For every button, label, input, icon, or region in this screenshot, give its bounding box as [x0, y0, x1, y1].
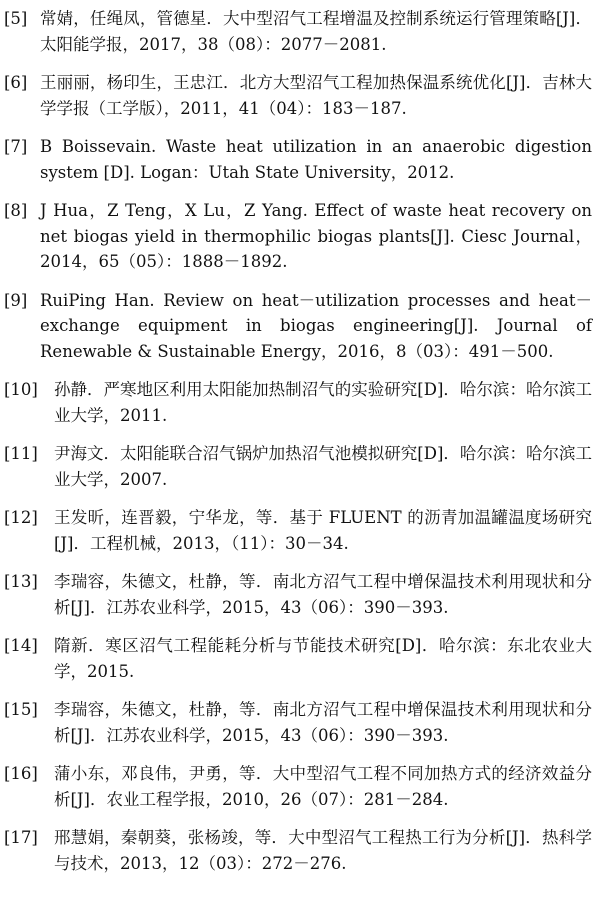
reference-text: 隋新．寒区沼气工程能耗分析与节能技术研究[D]．哈尔滨：东北农业大学，2015.: [54, 636, 592, 681]
reference-item: [0, 441, 600, 492]
reference-number: [7]: [4, 137, 28, 156]
reference-text: 王发昕，连晋毅，宁华龙，等．基于 FLUENT 的沥青加温罐温度场研究[J]．工程机械，2013，（11）：30－34.: [54, 508, 592, 553]
reference-item: [0, 633, 600, 684]
reference-number: [11]: [4, 444, 38, 463]
reference-item: [0, 505, 600, 556]
reference-text: J Hua，Z Teng，X Lu，Z Yang. Effect of waste heat recovery on net biogas yield in thermophilic biogas plants[J]. Ciesc Journal，2014，65（05）：1888－1892.: [40, 201, 592, 271]
reference-text: 邢慧娟，秦朝葵，张杨竣，等．大中型沼气工程热工行为分析[J]．热科学与技术，2013，12（03）：272－276.: [54, 828, 592, 873]
reference-number: [14]: [4, 636, 38, 655]
reference-number: [10]: [4, 380, 38, 399]
reference-item: [0, 70, 600, 121]
reference-item: [0, 697, 600, 748]
reference-item: [0, 288, 600, 365]
reference-text: 李瑞容，朱德文，杜静，等．南北方沼气工程中增保温技术利用现状和分析[J]．江苏农业科学，2015，43（06）：390－393.: [54, 700, 592, 745]
reference-number: [17]: [4, 828, 38, 847]
reference-item: [0, 761, 600, 812]
reference-text: 孙静．严寒地区利用太阳能加热制沼气的实验研究[D]．哈尔滨：哈尔滨工业大学，2011.: [54, 380, 592, 425]
reference-number: [9]: [4, 290, 28, 310]
reference-number: [6]: [4, 73, 28, 92]
reference-text: RuiPing Han. Review on heat－utilization processes and heat－exchange equipment in biogas engineering[J]. Journal of Renewable & Sustainable Energy，2016，8（03）：491－500.: [40, 290, 592, 361]
reference-text: 常婧，任绳凤，管德星．大中型沼气工程增温及控制系统运行管理策略[J]．太阳能学报，2017，38（08）：2077－2081.: [40, 9, 592, 54]
reference-item: [0, 198, 600, 275]
reference-number: [15]: [4, 700, 38, 719]
reference-item: [0, 825, 600, 876]
reference-item: [0, 569, 600, 620]
reference-text: 王丽丽，杨印生，王忠江．北方大型沼气工程加热保温系统优化[J]．吉林大学学报（工学版），2011，41（04）：183－187.: [40, 73, 592, 118]
reference-number: [13]: [4, 572, 38, 591]
reference-text: 李瑞容，朱德文，杜静，等．南北方沼气工程中增保温技术利用现状和分析[J]．江苏农业科学，2015，43（06）：390－393.: [54, 572, 592, 617]
reference-text: 蒲小东，邓良伟，尹勇，等．大中型沼气工程不同加热方式的经济效益分析[J]．农业工程学报，2010，26（07）：281－284.: [54, 764, 592, 809]
reference-list: [0, 6, 600, 889]
reference-number: [16]: [4, 764, 38, 783]
reference-item: [0, 134, 600, 185]
reference-number: [12]: [4, 508, 38, 527]
reference-text: 尹海文．太阳能联合沼气锅炉加热沼气池模拟研究[D]．哈尔滨：哈尔滨工业大学，2007.: [54, 444, 592, 489]
reference-number: [5]: [4, 9, 28, 28]
reference-text: B Boissevain. Waste heat utilization in an anaerobic digestion system [D]. Logan：Utah State University，2012.: [40, 137, 592, 182]
reference-number: [8]: [4, 201, 28, 220]
reference-item: [0, 6, 600, 57]
reference-item: [0, 377, 600, 428]
